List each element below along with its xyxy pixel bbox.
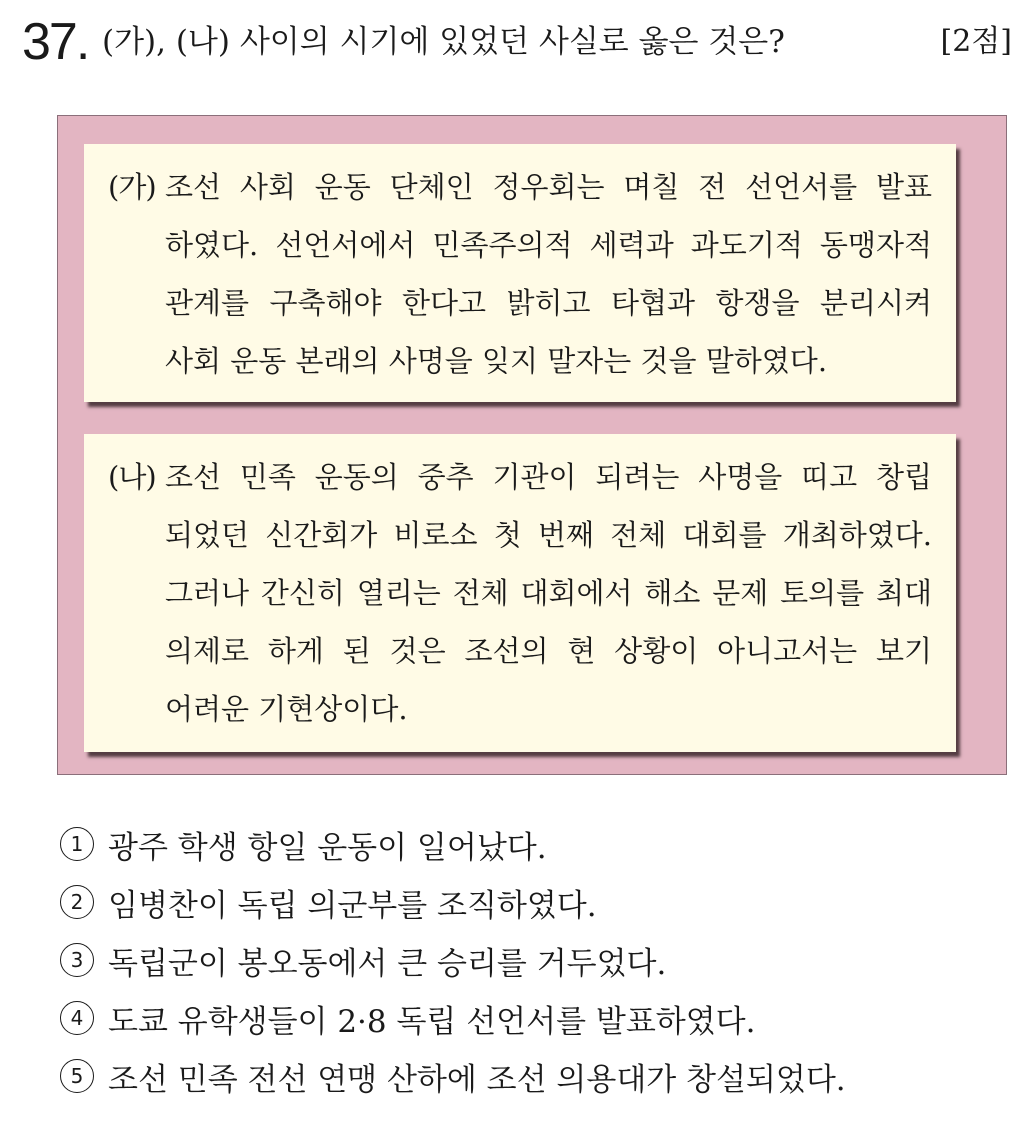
choice-text: 조선 민족 전선 연맹 산하에 조선 의용대가 창설되었다. xyxy=(108,1061,846,1098)
choice-text: 도쿄 유학생들이 2·8 독립 선언서를 발표하였다. xyxy=(108,1003,756,1040)
source-marker-ga: (가) xyxy=(108,170,156,204)
choice-number: 4 xyxy=(60,1001,94,1035)
source-line: 사회 운동 본래의 사명을 잊지 말자는 것을 말하였다. xyxy=(165,344,828,378)
source-line: 되었던 신간회가 비로소 첫 번째 전체 대회를 개최하였다. xyxy=(165,518,932,552)
source-line: (나) 조선 민족 운동의 중추 기관이 되려는 사명을 띠고 창립 xyxy=(108,448,932,506)
source-line: 의제로 하게 된 것은 조선의 현 상황이 아니고서는 보기 xyxy=(165,634,932,668)
question-text: (가), (나) 사이의 시기에 있었던 사실로 옳은 것은? xyxy=(102,24,785,60)
question-header xyxy=(22,12,1012,72)
source-line: 어려운 기현상이다. xyxy=(165,692,408,726)
source-box-na xyxy=(84,434,956,752)
choice-4[interactable] xyxy=(60,989,1020,1047)
choice-number: 5 xyxy=(60,1059,94,1093)
choice-3[interactable] xyxy=(60,931,1020,989)
choice-text: 광주 학생 항일 운동이 일어났다. xyxy=(108,829,547,866)
choice-5[interactable] xyxy=(60,1047,1020,1105)
question-number: 37. xyxy=(22,13,89,71)
source-box-ga xyxy=(84,144,956,402)
source-frame xyxy=(57,115,1007,775)
choice-2[interactable] xyxy=(60,873,1020,931)
choice-text: 독립군이 봉오동에서 큰 승리를 거두었다. xyxy=(108,945,667,982)
source-line: (가) 조선 사회 운동 단체인 정우회는 며칠 전 선언서를 발표 xyxy=(108,158,932,216)
choice-number: 3 xyxy=(60,943,94,977)
choice-number: 1 xyxy=(60,827,94,861)
source-line: 관계를 구축해야 한다고 밝히고 타협과 항쟁을 분리시켜 xyxy=(165,286,932,320)
choice-number: 2 xyxy=(60,885,94,919)
question-points: [2점] xyxy=(940,24,1012,59)
source-marker-na: (나) xyxy=(108,460,156,494)
choice-text: 임병찬이 독립 의군부를 조직하였다. xyxy=(108,887,597,924)
source-line: 그러나 간신히 열리는 전체 대회에서 해소 문제 토의를 최대 xyxy=(165,576,932,610)
answer-choices xyxy=(60,815,1020,1105)
source-line: 하였다. 선언서에서 민족주의적 세력과 과도기적 동맹자적 xyxy=(165,228,932,262)
choice-1[interactable] xyxy=(60,815,1020,873)
